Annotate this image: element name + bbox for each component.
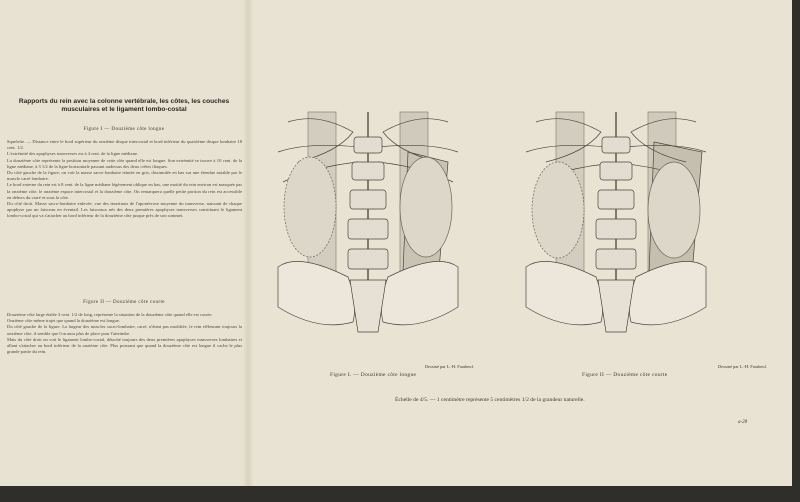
figure-2-description [7, 312, 242, 355]
scan-border-right [792, 0, 800, 502]
fig1-paragraph: Le bord externe du rein est à 8 cent. de la ligne médiane légèrement oblique en bas, une moitié du rein environ est masquée par la onzième côte, le onzième espace intercostal et la douzième côte. On remarquera quelle petite portion du rein est accessible en dehors du carré et sous la côte. [7, 182, 242, 200]
text-column [0, 0, 247, 502]
plate-1-credit: Dessiné par L.-H. Farabeuf. [425, 364, 475, 369]
fig1-paragraph: Du côté droit. Masse sacro-lombaire enlevée, vue des insertions de l'aponévrose moyenne du transverse, naissant de chaque apophyse par un faisceau en éventail. Les faisceaux nés des deux premières apophyses transverses constituant le ligament lombo-costal qui va s'attacher au bord inférieur de la douzième côte jusque près de son sommet. [7, 201, 242, 219]
fig1-paragraph: Du côté gauche de la figure, on voit la masse sacro-lombaire teintée en gris, dissimulée en bas sur une étendue notable par le muscle carré lombaire. [7, 170, 242, 182]
plate-2-anatomical-figure [506, 92, 726, 362]
plate-1-anatomical-figure [258, 92, 478, 362]
fig1-paragraph: L'extrémité des apophyses transverses est à 4 cent. de la ligne médiane. [7, 151, 139, 157]
fig2-paragraph: Mais du côté droit on voit le ligament lombo-costal, détaché toujours des deux premières apophyses transverses lombaires et allant s'attacher au bord inférieur de la onzième côte. Plus puissant que quand la douzième côte est longue il cache le plus grande partie du rein. [7, 336, 242, 355]
fig1-paragraph: La douzième côte représente la position moyenne de cette côte quand elle est longue. Son extrémité se trouve à 10 cent. de la ligne médiane, à 3 1/2 de la ligne horizontale passant audessus des deux crêtes iliaques. [7, 157, 242, 169]
page-title: Rapports du rein avec la colonne vertébrale, les côtes, les couches musculaires et le ligament lombo-costal [18, 98, 230, 113]
scale-note: Échelle de 4/5. — 1 centimètre représente 5 centimètres 1/2 de la grandeur naturelle. [395, 397, 585, 403]
fig2-paragraph: Du côté gauche de la figure. La largeur des muscles sacro-lombaire, carré, n'étant pas modifiée, le rein effleurant toujours la onzième côte, il semble que l'on aura plus de place pour l'atteindre. [7, 324, 242, 336]
plate-1-caption: Figure I. — Douzième côte longue [330, 372, 417, 378]
figure-2-heading: Figure II — Douzième côte courte [83, 300, 165, 305]
page-fold [243, 0, 253, 502]
figure-1-description [7, 139, 242, 220]
fig2-paragraph: Douzième côte large étalée 3 cent. 1/2 de long, représente la situation de la douzième côte quand elle est courte. [7, 312, 213, 317]
figure-1-heading: Figure I — Douzième côte longue [83, 127, 165, 132]
plate-2-caption: Figure II — Douzième côte courte [582, 372, 668, 378]
fig1-paragraph: Squelette. — Distance entre le bord supérieur du onzième disque intercostal et bord inférieur du quatrième disque lombaire 18 cent. 1/2. [7, 139, 242, 151]
fig2-paragraph: Onzième côte même trajet que quand la douzième est longue. [7, 318, 121, 324]
plate-2-credit: Dessiné par L.-H. Farabeuf. [718, 364, 768, 369]
page-number: a-28 [738, 420, 748, 425]
scan-border-bottom [0, 486, 800, 502]
